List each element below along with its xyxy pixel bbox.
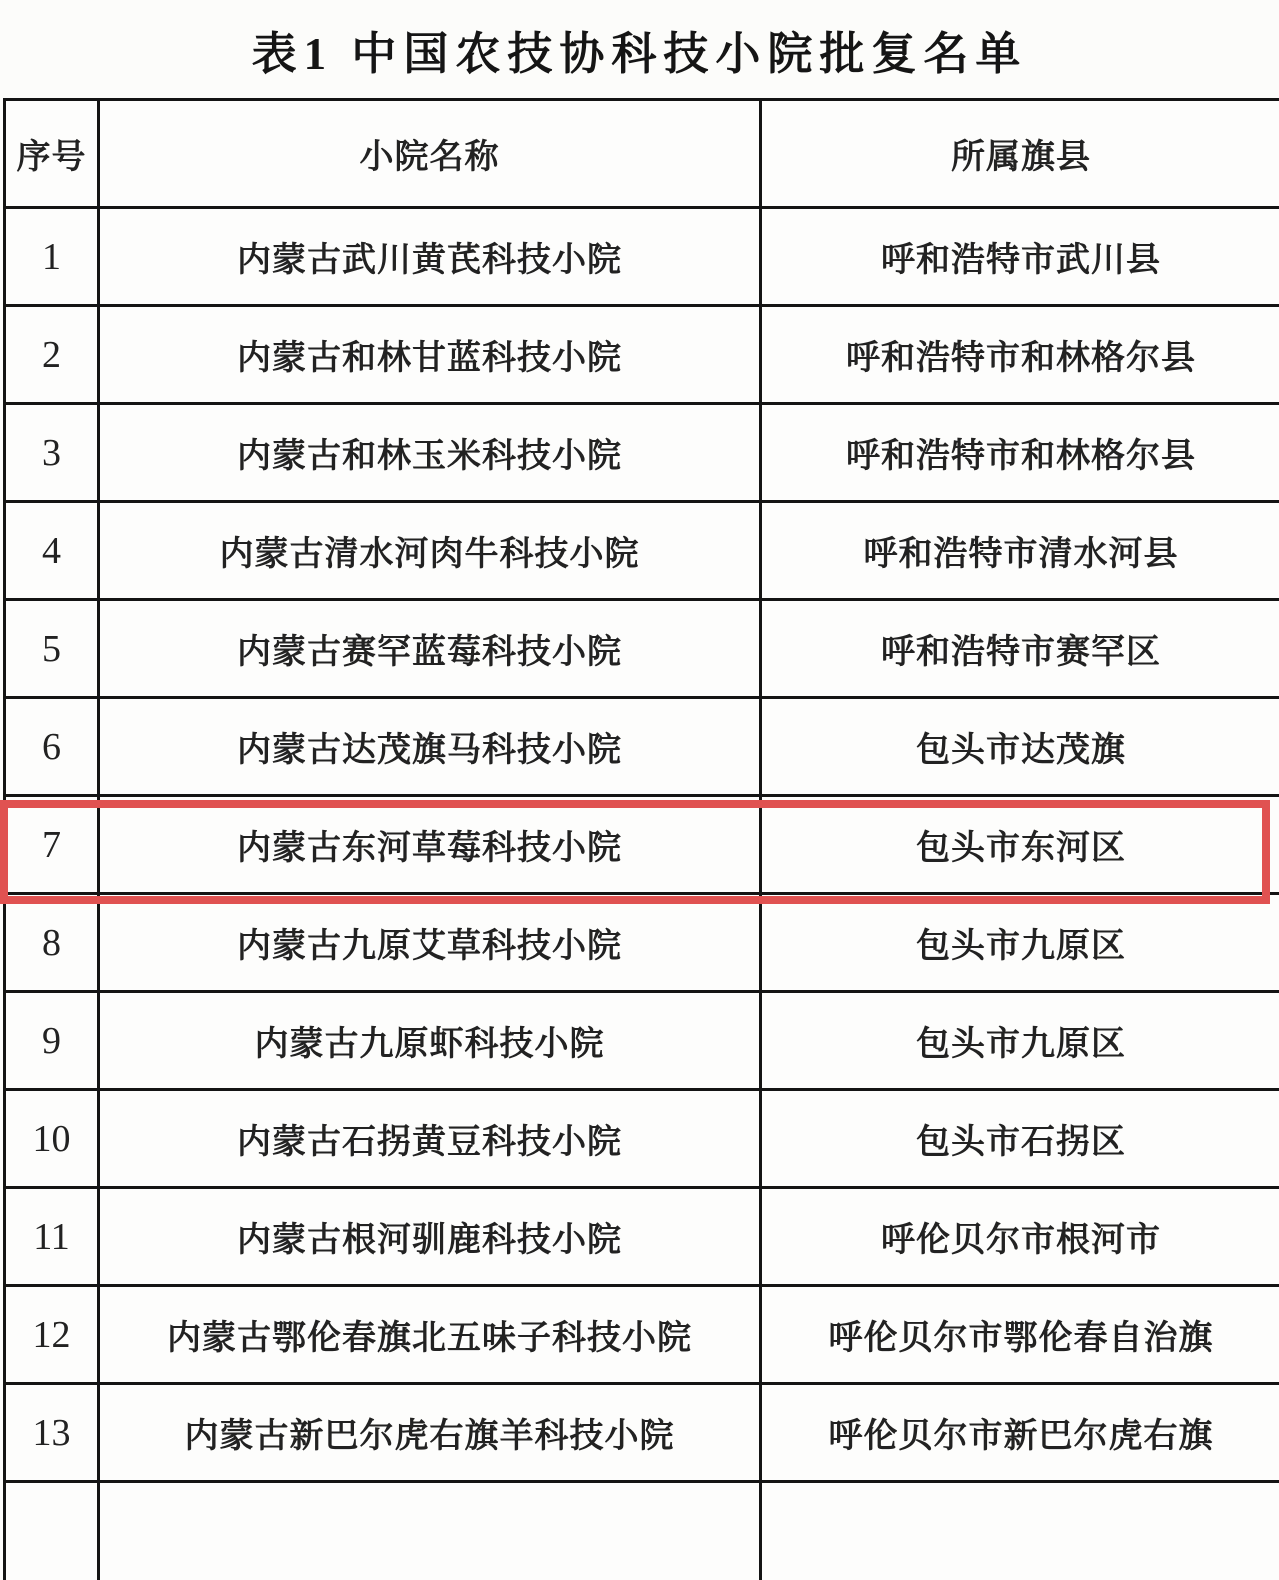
table-header-row xyxy=(5,100,1279,208)
table-row xyxy=(5,1286,1279,1384)
courtyard-name: 内蒙古东河草莓科技小院 xyxy=(99,796,761,894)
county-name: 呼伦贝尔市根河市 xyxy=(761,1188,1279,1286)
column-header-name: 小院名称 xyxy=(99,100,761,208)
row-number: 13 xyxy=(5,1384,99,1482)
row-number: 3 xyxy=(5,404,99,502)
courtyard-name: 内蒙古根河驯鹿科技小院 xyxy=(99,1188,761,1286)
table-row xyxy=(5,600,1279,698)
county-name: 呼和浩特市赛罕区 xyxy=(761,600,1279,698)
county-name: 呼和浩特市清水河县 xyxy=(761,502,1279,600)
row-number: 8 xyxy=(5,894,99,992)
table-row xyxy=(5,306,1279,404)
row-number: 7 xyxy=(5,796,99,894)
row-number: 2 xyxy=(5,306,99,404)
row-number: 11 xyxy=(5,1188,99,1286)
courtyard-name: 内蒙古武川黄芪科技小院 xyxy=(99,208,761,306)
courtyard-name: 内蒙古石拐黄豆科技小院 xyxy=(99,1090,761,1188)
county-name: 包头市石拐区 xyxy=(761,1090,1279,1188)
county-name xyxy=(761,1482,1279,1580)
courtyard-name: 内蒙古九原虾科技小院 xyxy=(99,992,761,1090)
table-row-partial xyxy=(5,1482,1279,1580)
courtyard-name: 内蒙古新巴尔虎右旗羊科技小院 xyxy=(99,1384,761,1482)
row-number: 10 xyxy=(5,1090,99,1188)
approval-table xyxy=(3,98,1279,1580)
courtyard-name: 内蒙古九原艾草科技小院 xyxy=(99,894,761,992)
column-header-county: 所属旗县 xyxy=(761,100,1279,208)
row-number: 4 xyxy=(5,502,99,600)
table-row xyxy=(5,208,1279,306)
county-name: 呼伦贝尔市鄂伦春自治旗 xyxy=(761,1286,1279,1384)
county-name: 包头市东河区 xyxy=(761,796,1279,894)
page-title: 表1 中国农技协科技小院批复名单 xyxy=(0,0,1279,98)
courtyard-name: 内蒙古达茂旗马科技小院 xyxy=(99,698,761,796)
column-header-no: 序号 xyxy=(5,100,99,208)
table-row xyxy=(5,992,1279,1090)
courtyard-name xyxy=(99,1482,761,1580)
row-number: 5 xyxy=(5,600,99,698)
courtyard-name: 内蒙古清水河肉牛科技小院 xyxy=(99,502,761,600)
county-name: 包头市九原区 xyxy=(761,894,1279,992)
table-row xyxy=(5,1090,1279,1188)
courtyard-name: 内蒙古和林玉米科技小院 xyxy=(99,404,761,502)
table-row xyxy=(5,502,1279,600)
courtyard-name: 内蒙古鄂伦春旗北五味子科技小院 xyxy=(99,1286,761,1384)
row-number: 12 xyxy=(5,1286,99,1384)
courtyard-name: 内蒙古和林甘蓝科技小院 xyxy=(99,306,761,404)
row-number: 9 xyxy=(5,992,99,1090)
county-name: 呼和浩特市和林格尔县 xyxy=(761,404,1279,502)
table-row xyxy=(5,894,1279,992)
courtyard-name: 内蒙古赛罕蓝莓科技小院 xyxy=(99,600,761,698)
table-row xyxy=(5,404,1279,502)
table-row xyxy=(5,1188,1279,1286)
county-name: 包头市达茂旗 xyxy=(761,698,1279,796)
row-number: 6 xyxy=(5,698,99,796)
row-number: 1 xyxy=(5,208,99,306)
county-name: 包头市九原区 xyxy=(761,992,1279,1090)
table-row xyxy=(5,1384,1279,1482)
row-number xyxy=(5,1482,99,1580)
table-row xyxy=(5,698,1279,796)
table-row-highlighted xyxy=(5,796,1279,894)
county-name: 呼和浩特市和林格尔县 xyxy=(761,306,1279,404)
county-name: 呼和浩特市武川县 xyxy=(761,208,1279,306)
county-name: 呼伦贝尔市新巴尔虎右旗 xyxy=(761,1384,1279,1482)
